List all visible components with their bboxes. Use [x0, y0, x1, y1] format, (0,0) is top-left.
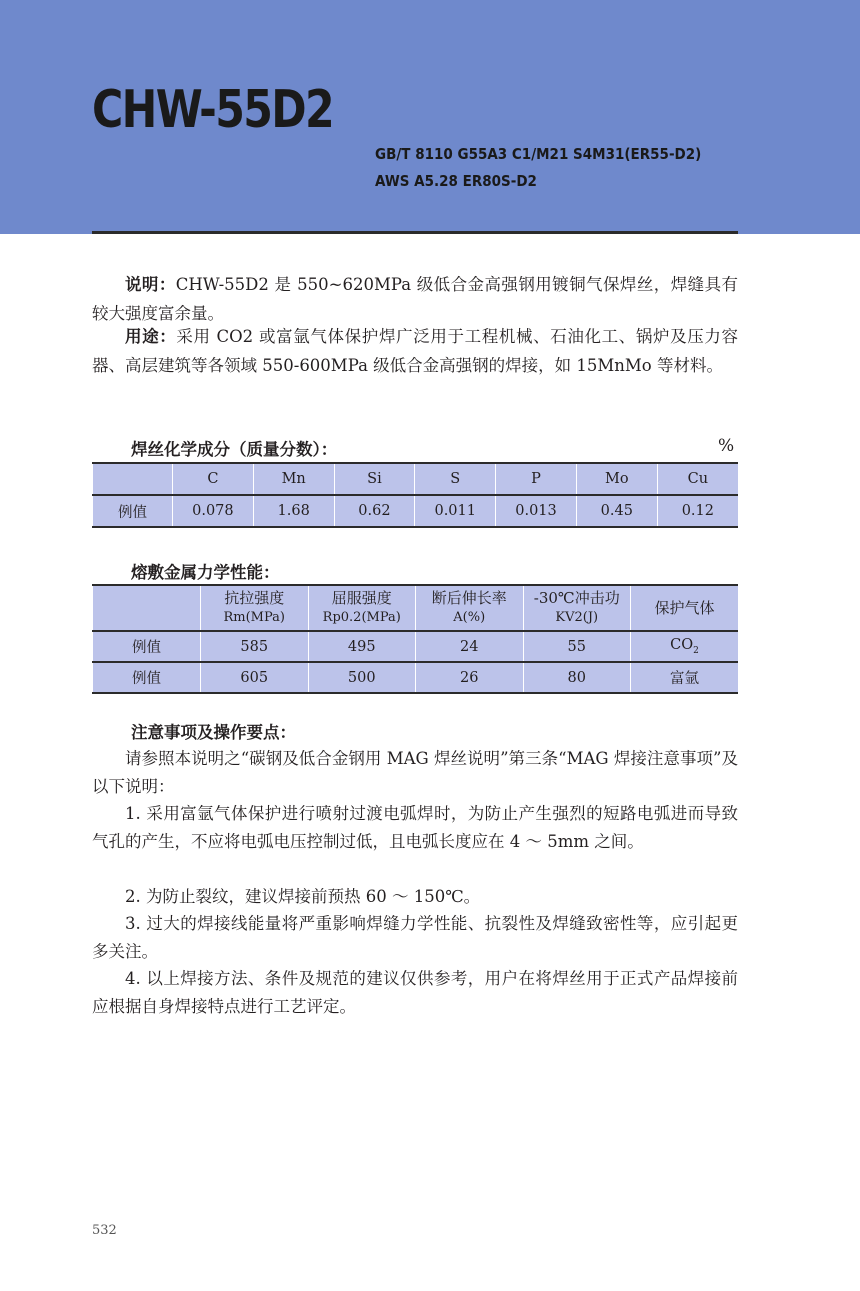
- table-cell: 55: [523, 631, 631, 662]
- column-header: [631, 585, 739, 631]
- table-cell: 0.45: [576, 495, 657, 527]
- table-cell: 500: [308, 662, 416, 693]
- column-header-name: -30℃冲击功: [533, 589, 620, 607]
- header-divider: [92, 231, 738, 234]
- table-cell: 26: [416, 662, 524, 693]
- percent-unit-label: %: [718, 436, 735, 456]
- usage-text: 采用 CO2 或富氩气体保护焊广泛用于工程机械、石油化工、锅炉及压力容器、高层建筑等各领域 550-600MPa 级低合金高强钢的焊接，如 15MnMo 等材料。: [92, 327, 739, 375]
- note-item: 3. 过大的焊接线能量将严重影响焊缝力学性能、抗裂性及焊缝致密性等，应引起更多关注。: [92, 914, 738, 961]
- chemical-composition-heading: 焊丝化学成分（质量分数）：: [131, 440, 338, 459]
- column-header: P: [496, 463, 577, 495]
- table-cell: 0.011: [415, 495, 496, 527]
- notes-intro: 请参照本说明之“碳钢及低合金钢用 MAG 焊丝说明”第三条“MAG 焊接注意事项”及以下说明：: [92, 749, 738, 796]
- table-header-row: [93, 585, 739, 631]
- column-header-name: 抗拉强度: [224, 589, 285, 607]
- table-cell: 495: [308, 631, 416, 662]
- description-text: CHW-55D2 是 550~620MPa 级低合金高强钢用镀铜气保焊丝，焊缝具有较大强度富余量。: [92, 275, 738, 323]
- table-cell: 605: [201, 662, 309, 693]
- gas-name: CO: [670, 637, 694, 654]
- shielding-gas-cell: [631, 631, 739, 662]
- product-title: CHW-55D2: [92, 80, 334, 140]
- gas-subscript: 2: [693, 645, 699, 656]
- column-header-unit: Rp0.2(MPa): [322, 610, 401, 625]
- usage-label: 用途：: [125, 327, 177, 346]
- column-header: C: [173, 463, 254, 495]
- chemical-composition-table: [92, 462, 738, 528]
- mechanical-properties-table: [92, 584, 738, 694]
- table-row: [93, 662, 739, 693]
- column-header: Mn: [253, 463, 334, 495]
- table-cell: 0.078: [173, 495, 254, 527]
- column-header: Mo: [576, 463, 657, 495]
- table-cell: 585: [201, 631, 309, 662]
- usage-paragraph: [92, 322, 738, 380]
- table-cell: 0.013: [496, 495, 577, 527]
- mechanical-properties-heading: 熔敷金属力学性能：: [131, 563, 280, 582]
- table-cell: 80: [523, 662, 631, 693]
- row-label: 例值: [93, 495, 173, 527]
- note-item: 2. 为防止裂纹，建议焊接前预热 60 ～ 150℃。: [125, 887, 481, 906]
- column-header-name: 断后伸长率: [431, 589, 507, 607]
- column-header-name: 屈服强度: [331, 589, 392, 607]
- table-row: [93, 495, 739, 527]
- column-header: [416, 585, 524, 631]
- column-header: [523, 585, 631, 631]
- aws-standard: AWS A5.28 ER80S-D2: [375, 172, 537, 190]
- notes-heading: 注意事项及操作要点：: [131, 723, 296, 742]
- table-cell: 0.12: [657, 495, 738, 527]
- table-row: [93, 631, 739, 662]
- corner-cell: [93, 585, 201, 631]
- column-header: Cu: [657, 463, 738, 495]
- column-header-unit: A(%): [453, 610, 486, 625]
- table-header-row: [93, 463, 739, 495]
- row-label: 例值: [93, 631, 201, 662]
- corner-cell: [93, 463, 173, 495]
- column-header: Si: [334, 463, 415, 495]
- note-item: 4. 以上焊接方法、条件及规范的建议仅供参考，用户在将焊丝用于正式产品焊接前应根据自身焊接特点进行工艺评定。: [92, 969, 738, 1016]
- description-paragraph: [92, 270, 738, 328]
- column-header: S: [415, 463, 496, 495]
- column-header-unit: Rm(MPa): [223, 610, 285, 625]
- column-header-name: 保护气体: [654, 599, 715, 617]
- column-header: [201, 585, 309, 631]
- column-header-unit: KV2(J): [555, 610, 599, 625]
- shielding-gas-cell: 富氩: [631, 662, 739, 693]
- description-label: 说明：: [125, 275, 176, 294]
- page-number: 532: [92, 1223, 117, 1238]
- table-cell: 0.62: [334, 495, 415, 527]
- row-label: 例值: [93, 662, 201, 693]
- column-header: [308, 585, 416, 631]
- table-cell: 1.68: [253, 495, 334, 527]
- table-cell: 24: [416, 631, 524, 662]
- note-item: 1. 采用富氩气体保护进行喷射过渡电弧焊时，为防止产生强烈的短路电弧进而导致气孔的产生，不应将电弧电压控制过低，且电弧长度应在 4 ～ 5mm 之间。: [92, 804, 738, 851]
- gb-standard: GB/T 8110 G55A3 C1/M21 S4M31(ER55-D2): [375, 145, 702, 163]
